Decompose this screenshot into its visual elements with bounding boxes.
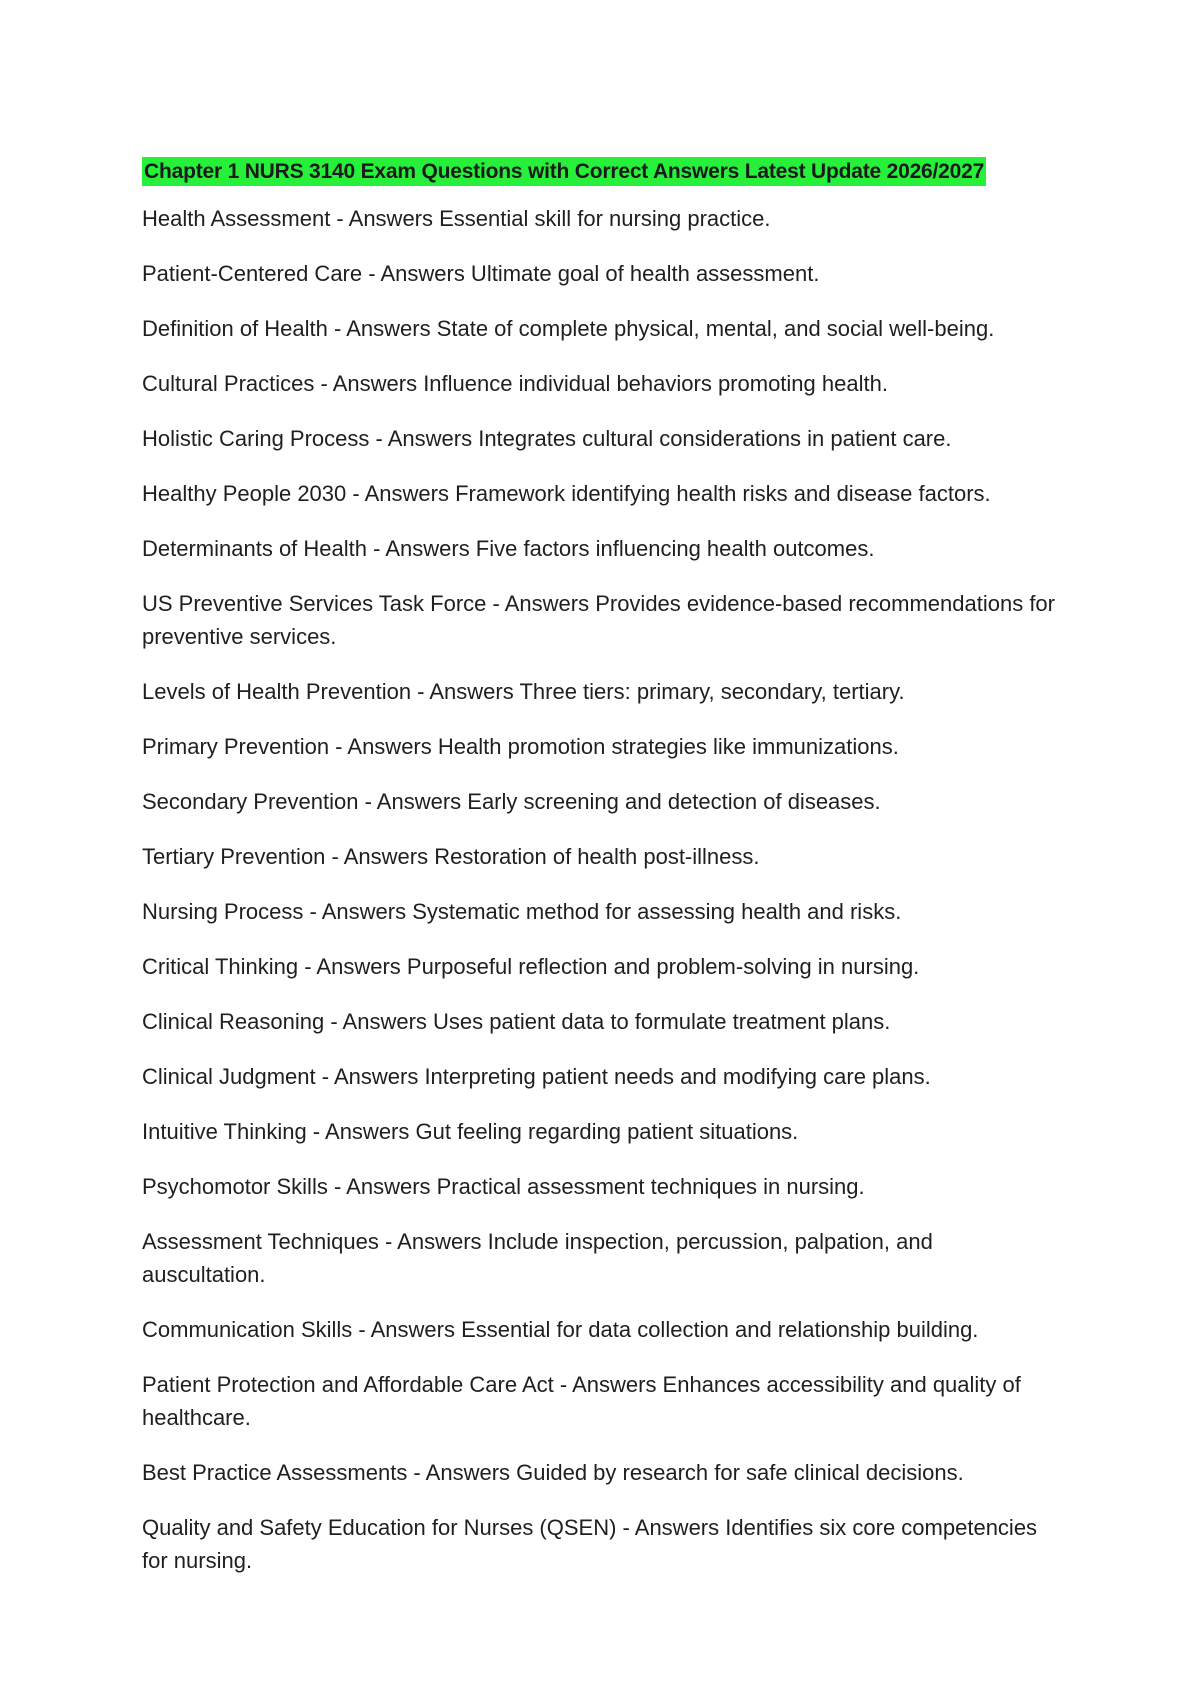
entry-list <box>142 202 1062 1577</box>
list-item: Definition of Health - Answers State of complete physical, mental, and social well-being. <box>142 316 995 341</box>
list-item: US Preventive Services Task Force - Answers Provides evidence-based recommendations for preventive services. <box>142 591 1055 649</box>
list-item: Holistic Caring Process - Answers Integrates cultural considerations in patient care. <box>142 426 952 451</box>
list-item: Critical Thinking - Answers Purposeful reflection and problem-solving in nursing. <box>142 954 920 979</box>
list-item: Levels of Health Prevention - Answers Three tiers: primary, secondary, tertiary. <box>142 679 905 704</box>
list-item: Intuitive Thinking - Answers Gut feeling regarding patient situations. <box>142 1119 799 1144</box>
list-item: Quality and Safety Education for Nurses (QSEN) - Answers Identifies six core competencies for nursing. <box>142 1515 1038 1573</box>
list-item: Clinical Reasoning - Answers Uses patient data to formulate treatment plans. <box>142 1009 891 1034</box>
list-item: Patient Protection and Affordable Care Act - Answers Enhances accessibility and quality of healthcare. <box>142 1372 1021 1430</box>
list-item: Patient-Centered Care - Answers Ultimate goal of health assessment. <box>142 261 820 286</box>
list-item: Clinical Judgment - Answers Interpreting patient needs and modifying care plans. <box>142 1064 931 1089</box>
list-item: Assessment Techniques - Answers Include inspection, percussion, palpation, and auscultation. <box>142 1229 933 1287</box>
list-item: Determinants of Health - Answers Five factors influencing health outcomes. <box>142 536 875 561</box>
list-item: Psychomotor Skills - Answers Practical assessment techniques in nursing. <box>142 1174 865 1199</box>
list-item: Cultural Practices - Answers Influence individual behaviors promoting health. <box>142 371 888 396</box>
list-item: Communication Skills - Answers Essential for data collection and relationship building. <box>142 1317 979 1342</box>
list-item: Health Assessment - Answers Essential skill for nursing practice. <box>142 206 771 231</box>
document-content <box>142 154 1062 1599</box>
list-item: Nursing Process - Answers Systematic method for assessing health and risks. <box>142 899 902 924</box>
document-title: Chapter 1 NURS 3140 Exam Questions with Correct Answers Latest Update 2026/2027 <box>142 157 986 186</box>
list-item: Best Practice Assessments - Answers Guided by research for safe clinical decisions. <box>142 1460 964 1485</box>
list-item: Primary Prevention - Answers Health promotion strategies like immunizations. <box>142 734 899 759</box>
list-item: Healthy People 2030 - Answers Framework identifying health risks and disease factors. <box>142 481 991 506</box>
list-item: Secondary Prevention - Answers Early screening and detection of diseases. <box>142 789 881 814</box>
list-item: Tertiary Prevention - Answers Restoration of health post-illness. <box>142 844 760 869</box>
